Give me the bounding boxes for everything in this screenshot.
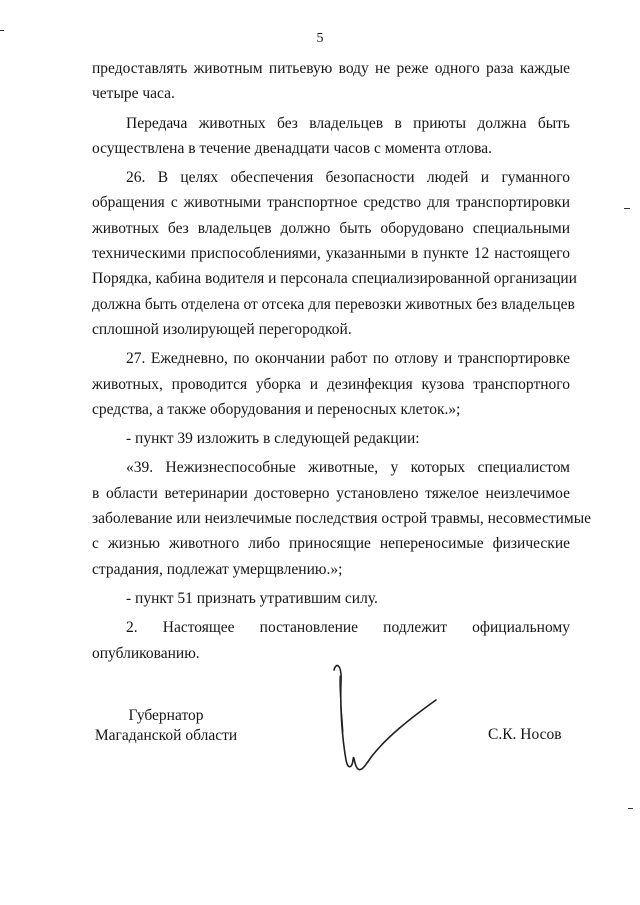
text-line: 26. В целях обеспечения безопасности людей и гуманного — [126, 169, 570, 187]
scan-mark — [624, 208, 630, 209]
text-line: 2. Настоящее постановление подлежит официальному — [126, 619, 570, 637]
signatory-name: С.К. Носов — [488, 726, 562, 743]
page-number: 5 — [316, 31, 324, 46]
text-line: животных без владельцев должно быть оборудовано специальными — [92, 219, 570, 237]
text-line: Передача животных без владельцев в приюты должна быть — [126, 114, 570, 132]
text-line: 27. Ежедневно, по окончании работ по отлову и транспортировке — [126, 350, 570, 368]
signatory-region: Магаданской области — [94, 727, 238, 744]
text-line: «39. Нежизнеспособные животные, у которых специалистом — [126, 459, 570, 477]
scan-mark — [0, 30, 4, 31]
text-line: - пункт 51 признать утратившим силу. — [126, 589, 378, 607]
handwritten-signature — [320, 652, 450, 782]
text-line: техническими приспособлениями, указанными в пункте 12 настоящего — [92, 245, 570, 263]
signatory-position — [92, 706, 240, 746]
text-line: сплошной изолирующей перегородкой. — [92, 320, 352, 338]
text-line: осуществлена в течение двенадцати часов с момента отлова. — [92, 139, 492, 157]
text-line: обращения с животными транспортное средство для транспортировки — [92, 194, 570, 212]
text-line: с жизнью животного либо приносящие непереносимые физические — [92, 535, 570, 553]
document-body — [92, 56, 591, 666]
text-line: страдания, подлежат умерщвлению.»; — [92, 560, 343, 578]
scan-mark — [628, 808, 633, 809]
text-line: Порядка, кабина водителя и персонала специализированной организации — [92, 270, 577, 288]
text-line: предоставлять животным питьевую воду не реже одного раза каждые — [92, 60, 570, 77]
text-line: заболевание или неизлечимые последствия острой травмы, несовместимые — [92, 510, 591, 528]
signatory-title: Губернатор — [128, 707, 204, 724]
text-line: средства, а также оборудования и переносных клеток.»; — [92, 400, 461, 418]
text-line: в области ветеринарии достоверно установлено тяжелое неизлечимое — [92, 484, 570, 502]
text-line: четыре часа. — [92, 85, 175, 103]
text-line: животных, проводится уборка и дезинфекция кузова транспортного — [92, 375, 570, 393]
text-line: должна быть отделена от отсека для перевозки животных без владельцев — [92, 295, 575, 313]
text-line: опубликованию. — [92, 644, 200, 662]
text-line: - пункт 39 изложить в следующей редакции: — [126, 430, 420, 448]
